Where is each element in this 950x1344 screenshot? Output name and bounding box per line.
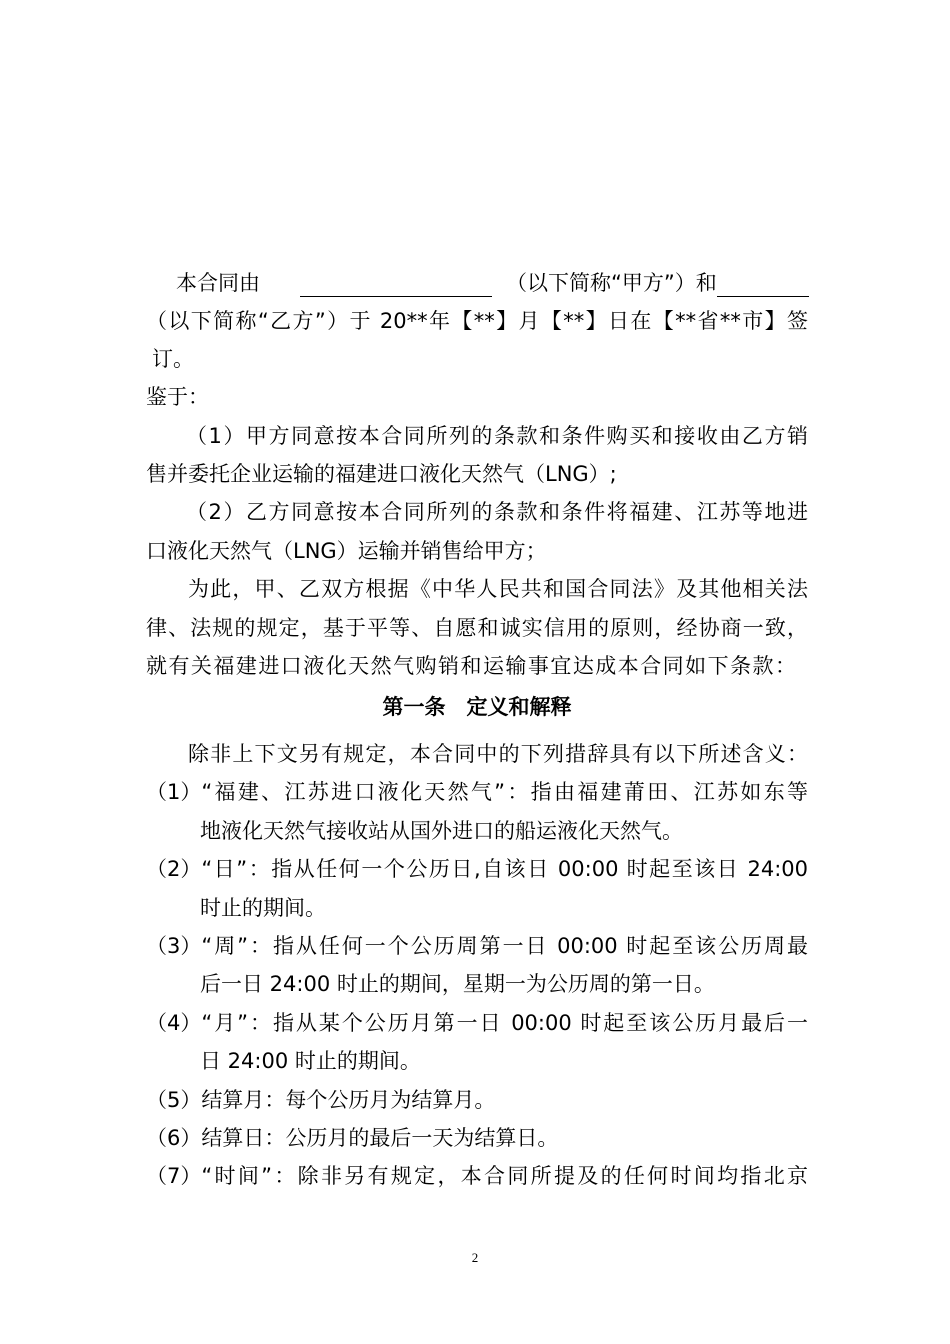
definition-5-text: 结算月：每个公历月为结算月。: [201, 1088, 496, 1112]
definition-4-text-a: “月”：指从某个公历月第一日 00:00 时起至该公历月最后一: [201, 1011, 808, 1035]
definition-4-line-b: 日 24:00 时止的期间。: [200, 1049, 421, 1073]
whereas-item-2a: （2）乙方同意按本合同所列的条款和条件将福建、江苏等地进: [186, 500, 808, 524]
definition-2-line-b: 时止的期间。: [200, 896, 326, 920]
definition-7-line-a: [146, 1162, 808, 1190]
definition-5-line: [146, 1086, 808, 1114]
definition-1-text-a: “福建、江苏进口液化天然气”：指由福建莆田、江苏如东等: [201, 780, 808, 804]
article-1-title: 第一条 定义和解释: [382, 695, 572, 719]
definition-1-line-a: [146, 778, 808, 806]
therefore-line-b: 律、法规的规定，基于平等、自愿和诚实信用的原则，经协商一致，: [146, 616, 808, 640]
definition-6-text: 结算日：公历月的最后一天为结算日。: [201, 1126, 559, 1150]
preamble-line-3: 订。: [152, 347, 194, 371]
preamble-line-1: [146, 268, 808, 297]
therefore-line-c: 就有关福建进口液化天然气购销和运输事宜达成本合同如下条款：: [146, 654, 796, 678]
definition-5-number: （5）: [146, 1088, 202, 1112]
preamble-text-2: （以下简称“甲方”）和: [506, 271, 717, 295]
definition-4-number: （4）: [146, 1011, 202, 1035]
definition-6-line: [146, 1124, 808, 1152]
page-number: 2: [471, 1250, 479, 1265]
definition-7-text-a: “时间”：除非另有规定，本合同所提及的任何时间均指北京: [201, 1164, 808, 1188]
whereas-item-1b: 售并委托企业运输的福建进口液化天然气（LNG）;: [146, 462, 617, 486]
party-a-blank: [300, 268, 492, 297]
definition-1-number: （1）: [146, 780, 202, 804]
preamble-text-1: 本合同由: [176, 271, 260, 295]
definition-3-line-a: [146, 932, 808, 960]
definition-7-number: （7）: [146, 1164, 202, 1188]
definition-4-line-a: [146, 1009, 808, 1037]
whereas-item-1a: （1）甲方同意按本合同所列的条款和条件购买和接收由乙方销: [186, 424, 808, 448]
preamble-line-2: （以下简称“乙方”）于 20**年【**】月【**】日在【**省**市】签: [146, 309, 808, 333]
therefore-line-a: 为此，甲、乙双方根据《中华人民共和国合同法》及其他相关法: [188, 577, 808, 601]
definition-2-line-a: [146, 855, 808, 883]
article-1-intro: 除非上下文另有规定，本合同中的下列措辞具有以下所述含义：: [188, 742, 808, 766]
definition-6-number: （6）: [146, 1126, 202, 1150]
definition-1-line-b: 地液化天然气接收站从国外进口的船运液化天然气。: [200, 819, 683, 843]
definition-3-text-a: “周”：指从任何一个公历周第一日 00:00 时起至该公历周最: [201, 934, 808, 958]
definition-2-text-a: “日”：指从任何一个公历日,自该日 00:00 时起至该日 24:00: [201, 857, 808, 881]
definition-3-number: （3）: [146, 934, 202, 958]
definition-3-line-b: 后一日 24:00 时止的期间，星期一为公历周的第一日。: [200, 972, 715, 996]
whereas-label: 鉴于：: [146, 385, 209, 409]
definition-2-number: （2）: [146, 857, 202, 881]
whereas-item-2b: 口液化天然气（LNG）运输并销售给甲方；: [146, 539, 547, 563]
party-b-blank: [717, 268, 809, 297]
